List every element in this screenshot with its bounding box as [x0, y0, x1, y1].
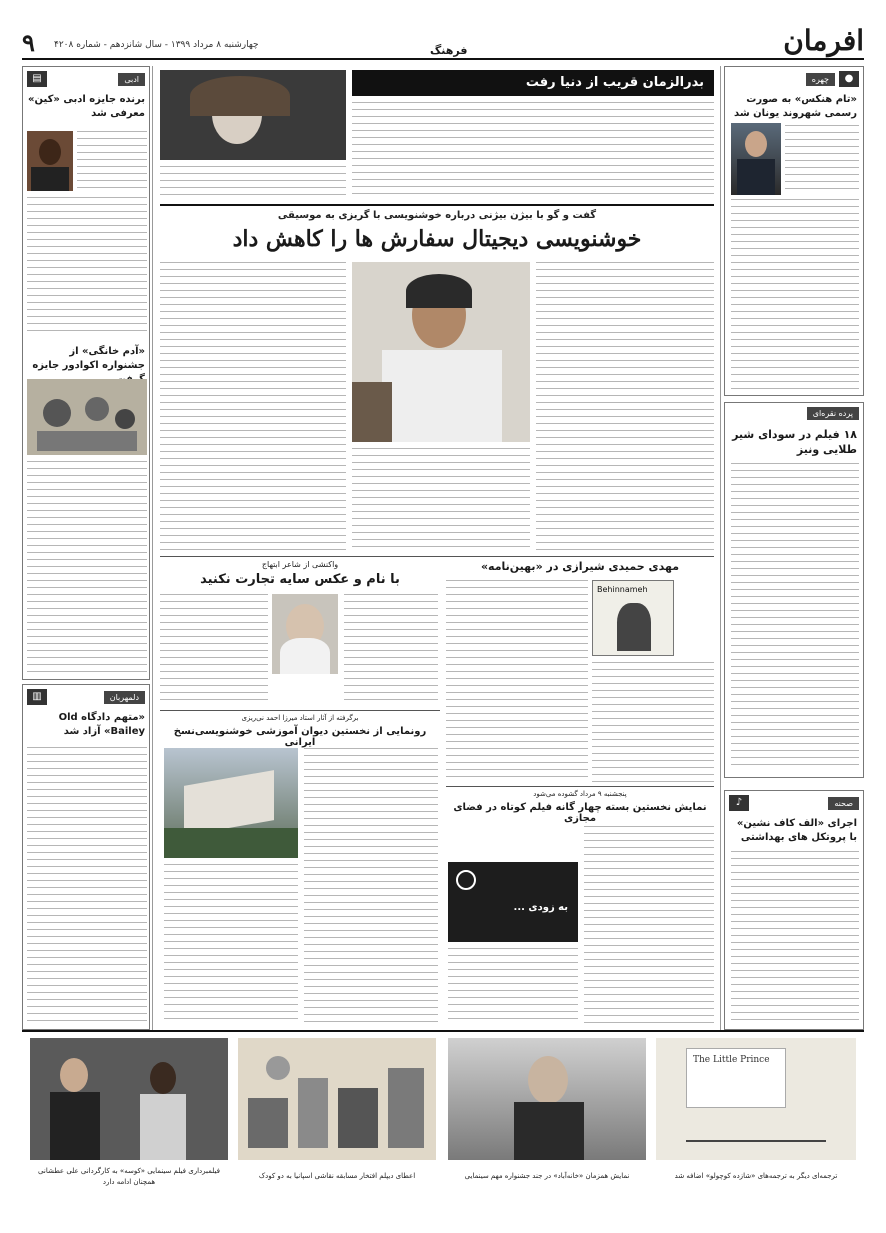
little-prince-text: The Little Prince — [693, 1055, 770, 1065]
mehdi-title: مهدی حمیدی شیرازی در «بهین‌نامه» — [480, 560, 680, 573]
building-photo — [164, 748, 298, 858]
book-icon: ▤ — [27, 71, 47, 87]
column-rule-left — [152, 66, 153, 1031]
calligraphy-kicker: برگرفته از آثار استاد میرزا احمد نی‌ریزی — [241, 714, 359, 722]
bijani-photo — [352, 262, 530, 442]
behinnameh-text: Behinnameh — [597, 585, 648, 594]
book-open-icon: ▥ — [27, 689, 47, 705]
hanks-tag: چهره — [806, 73, 835, 86]
oldbailey-tag: دلمهربان — [104, 691, 145, 704]
painting-icon — [238, 1038, 436, 1160]
calligraphy-title: رونمایی از نخستین دیوان آموزشی خوشنویسی‌نسخ ایرانی — [173, 726, 427, 748]
author-photo — [27, 131, 73, 191]
gharib-photo — [160, 70, 346, 160]
hanks-photo — [731, 123, 781, 195]
shortfilm-poster — [448, 862, 578, 942]
health-box — [724, 790, 864, 1030]
dateline: چهارشنبه ۸ مرداد ۱۳۹۹ - سال شانزدهم - شماره ۴۲۰۸ — [54, 40, 259, 50]
hanks-box — [724, 66, 864, 396]
main-title: خوشنویسی دیجیتال سفارش ها را کاهش داد — [232, 226, 642, 252]
shortfilm-kicker: پنجشنبه ۹ مرداد گشوده می‌شود — [533, 790, 627, 798]
oldbailey-box — [22, 684, 150, 1030]
person-icon: ● — [839, 71, 859, 87]
oldbailey-title: «متهم دادگاه Old Bailey» آزاد شد — [58, 712, 145, 737]
painting-photo — [238, 1038, 436, 1160]
naghsh-title: با نام و عکس سایه تجارت نکنید — [200, 572, 400, 587]
film-box — [724, 402, 864, 778]
hanks-title: «تام هنکس» به صورت رسمی شهروند یونان شد — [734, 94, 857, 119]
page-header — [22, 24, 864, 60]
cap4: ترجمه‌ای دیگر به ترجمه‌های «شازده کوچولو» اضافه شد — [674, 1172, 838, 1180]
film-title: ۱۸ فیلم در سودای شیر طلایی ونیز — [732, 428, 857, 456]
top-story-banner — [352, 70, 714, 96]
newspaper-logo: افرمان — [783, 24, 864, 57]
behinnameh-cover — [592, 580, 674, 656]
shortfilm-title: نمایش نخستین بسته چهار گانه فیلم کوتاه در فضای مجازی — [453, 802, 707, 824]
prize-title: برنده جایزه ادبی «کین» معرفی شد — [28, 94, 145, 119]
literary-box — [22, 66, 150, 680]
cap3: نمایش همزمان «خانه‌آباد» در جند جشنواره مهم سینمایی — [464, 1172, 630, 1180]
film-tag: پرده نقره‌ای — [807, 407, 859, 420]
aadam-illustration — [27, 379, 147, 455]
health-tag: صحنه — [828, 797, 859, 810]
main-kicker: گفت و گو با بیژن بیژنی درباره خوشنویسی با گریزی به موسیقی — [277, 210, 597, 221]
aadam-title: «آدم خانگی» از جشنواره اکوادور جایزه — [32, 346, 145, 371]
poet-photo — [272, 594, 338, 674]
top-story-title: بدرالزمان قریب از دنیا رفت — [525, 75, 704, 90]
section-name: فرهنگ — [430, 44, 468, 57]
little-prince-photo — [656, 1038, 856, 1160]
health-title: اجرای «الف کاف نشین» با پروتکل های بهداشتی — [736, 818, 857, 843]
illustration-icon — [27, 379, 147, 455]
column-rule-right — [720, 66, 721, 1031]
khaneabad-photo — [448, 1038, 646, 1160]
naghsh-kicker: واکنشی از شاعر ابتهاج — [261, 560, 339, 569]
page-number: ۹ — [22, 28, 35, 57]
theater-icon: ♪ — [729, 795, 749, 811]
cap2: اعطای دیپلم افتخار مسابقه نقاشی اسپانیا به دو کودک — [258, 1172, 416, 1180]
poster-text: به زودی ... — [513, 902, 568, 913]
cap1: فیلمبرداری فیلم سینمایی «کوسه» به کارگردانی علی عطشانی همچنان ادامه دارد — [38, 1167, 220, 1186]
literary-tag: ادبی — [118, 73, 145, 86]
koose-photo — [30, 1038, 228, 1160]
